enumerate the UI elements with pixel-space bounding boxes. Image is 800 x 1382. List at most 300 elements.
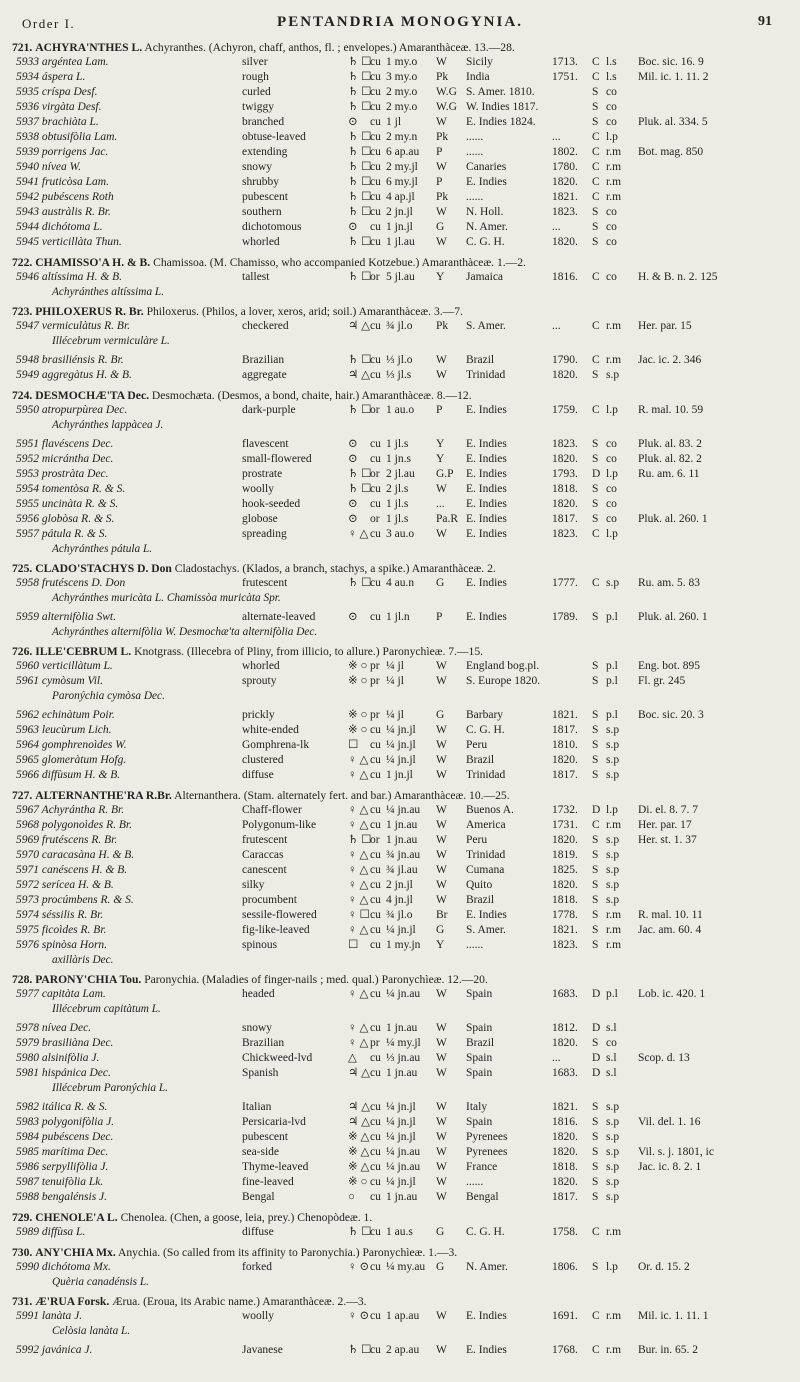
species-cell: Pk xyxy=(436,71,449,83)
genus-section xyxy=(12,561,788,605)
species-cell: S xyxy=(592,924,599,936)
genus-section xyxy=(12,644,788,703)
species-cell: E. Indies 1824. xyxy=(466,116,536,128)
species-cell: E. Indies xyxy=(466,1344,507,1356)
species-cell: E. Indies xyxy=(466,438,507,450)
species-cell: W xyxy=(436,206,447,218)
species-cell: obtuse-leaved xyxy=(242,131,306,143)
genus-description: Chenolea. (Chen, a goose, leia, prey.) Chenopòdeæ. 1. xyxy=(120,1211,373,1224)
species-cell: S. Amer. xyxy=(466,320,506,332)
species-row xyxy=(12,1115,788,1130)
species-cell: ¼ jn.au xyxy=(386,1161,421,1173)
species-cell: Buenos A. xyxy=(466,804,514,816)
species-cell: ※ △ xyxy=(348,1131,370,1143)
species-row xyxy=(12,497,788,512)
species-cell: Scop. d. 13 xyxy=(638,1052,690,1064)
species-row xyxy=(12,190,788,205)
species-cell: S xyxy=(592,724,599,736)
species-cell: ⅓ jl.s xyxy=(386,369,412,381)
species-cell: 1818. xyxy=(552,483,578,495)
synonym-line: axillàris Dec. xyxy=(52,954,114,966)
species-cell: co xyxy=(606,116,617,128)
species-cell: Pluk. al. 260. 1 xyxy=(638,513,708,525)
species-cell: cu xyxy=(370,909,381,921)
species-cell: 5967 Achyrántha R. Br. xyxy=(16,804,125,816)
genus-heading xyxy=(12,1210,788,1225)
species-cell: ¼ jn.jl xyxy=(386,924,416,936)
species-row xyxy=(12,235,788,250)
species-cell: Spain xyxy=(466,1022,493,1034)
species-cell: W xyxy=(436,236,447,248)
species-cell: S xyxy=(592,483,599,495)
species-cell: cu xyxy=(370,1344,381,1356)
species-cell: 1 jn.jl xyxy=(386,221,413,233)
species-cell: ♀ △ xyxy=(348,1022,369,1034)
species-cell: S xyxy=(592,1176,599,1188)
genus-name: DESMOCHÆ'TA Dec. xyxy=(35,389,149,402)
species-cell: cu xyxy=(370,611,381,623)
species-cell: spinous xyxy=(242,939,278,951)
species-cell: 1820. xyxy=(552,453,578,465)
species-row xyxy=(12,938,788,953)
genus-description: Ærua. (Eroua, its Arabic name.) Amaranthàceæ. 2.—3. xyxy=(112,1295,367,1308)
species-cell: ※ ○ xyxy=(348,724,368,736)
species-cell: W xyxy=(436,894,447,906)
species-cell: 5976 spinòsa Horn. xyxy=(16,939,108,951)
species-cell: cu xyxy=(370,1052,381,1064)
species-cell: 1823. xyxy=(552,939,578,951)
species-cell: C xyxy=(592,71,600,83)
species-cell: 1777. xyxy=(552,577,578,589)
species-cell: E. Indies xyxy=(466,468,507,480)
species-cell: Sicily xyxy=(466,56,493,68)
synonym-line: Achyránthes muricàta L. Chamissòa muricàta Spr. xyxy=(52,592,281,604)
species-cell: Brazil xyxy=(466,754,495,766)
species-cell: ♀ △ xyxy=(348,988,369,1000)
species-cell: 5979 brasiliàna Dec. xyxy=(16,1037,114,1049)
species-cell: cu xyxy=(370,1067,381,1079)
species-cell: E. Indies xyxy=(466,453,507,465)
species-cell: s.l xyxy=(606,1022,617,1034)
species-cell: frutescent xyxy=(242,577,288,589)
species-cell: Jac. ic. 2. 346 xyxy=(638,354,702,366)
species-row xyxy=(12,818,788,833)
species-cell: Spain xyxy=(466,988,493,1000)
page-title: PENTANDRIA MONOGYNIA. xyxy=(277,14,523,30)
species-cell: r.m xyxy=(606,320,622,332)
species-cell: ♄ ☐ xyxy=(348,191,372,203)
species-cell: 5985 marítima Dec. xyxy=(16,1146,109,1158)
species-cell: ¼ my.jl xyxy=(386,1037,421,1049)
species-cell: 5983 polygonifòlia J. xyxy=(16,1116,115,1128)
species-cell: 5981 hispánica Dec. xyxy=(16,1067,111,1079)
species-cell: s.p xyxy=(606,1191,620,1203)
species-cell: 5990 dichótoma Mx. xyxy=(16,1261,111,1273)
species-cell: co xyxy=(606,513,617,525)
species-cell: Spanish xyxy=(242,1067,279,1079)
species-cell: ...... xyxy=(466,131,484,143)
species-cell: S xyxy=(592,438,599,450)
species-cell: 5968 polygonoìdes R. Br. xyxy=(16,819,132,831)
species-cell: W xyxy=(436,1022,447,1034)
species-cell: pr xyxy=(370,709,380,721)
species-cell: ♃ △ xyxy=(348,1116,371,1128)
species-cell: W xyxy=(436,1052,447,1064)
species-cell: cu xyxy=(370,849,381,861)
species-cell: Mil. ic. 1. 11. 1 xyxy=(638,1310,709,1322)
synonym-line: Illécebrum Paronýchia L. xyxy=(52,1082,168,1094)
species-cell: s.p xyxy=(606,1176,620,1188)
species-cell: 1820. xyxy=(552,754,578,766)
species-cell: Pk xyxy=(436,320,449,332)
species-row xyxy=(12,659,788,674)
species-cell: Spain xyxy=(466,1067,493,1079)
species-cell: 5951 flavéscens Dec. xyxy=(16,438,114,450)
species-cell: tallest xyxy=(242,271,270,283)
species-cell: 5937 brachiàta L. xyxy=(16,116,99,128)
species-cell: ♃ △ xyxy=(348,1067,371,1079)
synonym-line: Illécebrum vermiculàre L. xyxy=(52,335,170,347)
species-cell: 5941 fruticòsa Lam. xyxy=(16,176,109,188)
species-cell: ♀ △ xyxy=(348,879,369,891)
genus-heading xyxy=(12,40,788,55)
genus-section xyxy=(12,708,788,783)
species-cell: sprouty xyxy=(242,675,277,687)
species-row xyxy=(12,85,788,100)
species-row xyxy=(12,1225,788,1240)
species-cell: 1 my.jn xyxy=(386,939,421,951)
genus-name: PHILOXERUS R. Br. xyxy=(35,305,144,318)
species-cell: prostrate xyxy=(242,468,283,480)
species-cell: Spain xyxy=(466,1116,493,1128)
species-cell: W xyxy=(436,1344,447,1356)
species-cell: ¾ jn.au xyxy=(386,849,421,861)
species-cell: G xyxy=(436,1226,445,1238)
species-cell: 4 ap.jl xyxy=(386,191,415,203)
genus-number: 728. xyxy=(12,973,33,986)
species-cell: ♀ △ xyxy=(348,754,369,766)
species-cell: branched xyxy=(242,116,285,128)
species-cell: cu xyxy=(370,101,381,113)
species-cell: ※ ○ xyxy=(348,675,368,687)
species-cell: Fl. gr. 245 xyxy=(638,675,686,687)
species-row xyxy=(12,1051,788,1066)
species-row xyxy=(12,1309,788,1324)
species-cell: 5959 alternifòlia Swt. xyxy=(16,611,116,623)
species-cell: 5945 verticillàta Thun. xyxy=(16,236,122,248)
species-cell: Pk xyxy=(436,131,449,143)
species-cell: 1778. xyxy=(552,909,578,921)
species-cell: 1759. xyxy=(552,404,578,416)
species-cell: 5943 austràlis R. Br. xyxy=(16,206,111,218)
species-row xyxy=(12,1190,788,1205)
species-cell: 4 jn.jl xyxy=(386,894,413,906)
species-cell: ♄ ☐ xyxy=(348,56,372,68)
genus-number: 729. xyxy=(12,1211,33,1224)
species-cell: 1816. xyxy=(552,1116,578,1128)
species-cell: W xyxy=(436,161,447,173)
species-cell: W. Indies 1817. xyxy=(466,101,539,113)
species-cell: Her. st. 1. 37 xyxy=(638,834,697,846)
species-cell: Persicaria-lvd xyxy=(242,1116,306,1128)
species-cell: 5975 ficoìdes R. Br. xyxy=(16,924,107,936)
species-cell: ♀ △ xyxy=(348,819,369,831)
species-cell: 2 my.n xyxy=(386,131,418,143)
species-cell: small-flowered xyxy=(242,453,312,465)
species-cell: cu xyxy=(370,1176,381,1188)
species-cell: S xyxy=(592,1116,599,1128)
species-cell: s.p xyxy=(606,577,620,589)
genus-section xyxy=(12,1343,788,1358)
species-cell: r.m xyxy=(606,1310,622,1322)
species-cell: S xyxy=(592,86,599,98)
species-cell: 1 au.s xyxy=(386,1226,413,1238)
species-cell: Pyrenees xyxy=(466,1146,508,1158)
species-row xyxy=(12,403,788,418)
species-cell: S xyxy=(592,660,599,672)
species-row xyxy=(12,368,788,383)
species-cell: R. mal. 10. 11 xyxy=(638,909,703,921)
species-cell: W xyxy=(436,1067,447,1079)
species-cell: Barbary xyxy=(466,709,504,721)
species-cell: Javanese xyxy=(242,1344,283,1356)
species-cell: white-ended xyxy=(242,724,299,736)
genus-name: ALTERNANTHE'RA R.Br. xyxy=(35,789,172,802)
species-cell: southern xyxy=(242,206,282,218)
species-cell: cu xyxy=(370,819,381,831)
species-cell: 5961 cymòsum Vil. xyxy=(16,675,103,687)
species-cell: s.p xyxy=(606,724,620,736)
species-row xyxy=(12,205,788,220)
species-cell: cu xyxy=(370,1191,381,1203)
species-cell: cu xyxy=(370,1131,381,1143)
species-cell: C xyxy=(592,819,600,831)
species-cell: cu xyxy=(370,438,381,450)
species-cell: S xyxy=(592,221,599,233)
species-cell: ¼ jn.jl xyxy=(386,1101,416,1113)
genus-name: Æ'RUA Forsk. xyxy=(35,1295,110,1308)
species-cell: 5992 javánica J. xyxy=(16,1344,93,1356)
species-cell: C xyxy=(592,271,600,283)
species-cell: cu xyxy=(370,724,381,736)
species-row xyxy=(12,100,788,115)
species-cell: Chaff-flower xyxy=(242,804,302,816)
species-cell: p.l xyxy=(606,611,618,623)
species-cell: ♄ ☐ xyxy=(348,161,372,173)
species-cell: co xyxy=(606,483,617,495)
species-cell: 5 jl.au xyxy=(386,271,415,283)
species-row xyxy=(12,512,788,527)
species-cell: Bot. mag. 850 xyxy=(638,146,704,158)
species-cell: 5953 prostràta Dec. xyxy=(16,468,109,480)
species-cell: ... xyxy=(552,320,561,332)
species-row xyxy=(12,145,788,160)
species-cell: S xyxy=(592,1191,599,1203)
species-cell: 2 jn.jl xyxy=(386,879,413,891)
species-cell: globose xyxy=(242,513,278,525)
species-row xyxy=(12,353,788,368)
species-cell: 5970 caracasàna H. & B. xyxy=(16,849,135,861)
species-cell: whorled xyxy=(242,236,280,248)
species-row xyxy=(12,738,788,753)
species-cell: P xyxy=(436,404,443,416)
species-cell: 5944 dichótoma L. xyxy=(16,221,103,233)
species-cell: ♄ ☐ xyxy=(348,206,372,218)
species-cell: ⊙ xyxy=(348,611,358,623)
species-cell: 5984 pubéscens Dec. xyxy=(16,1131,114,1143)
genus-heading xyxy=(12,304,788,319)
species-cell: cu xyxy=(370,453,381,465)
genus-number: 726. xyxy=(12,645,33,658)
species-cell: 5972 serícea H. & B. xyxy=(16,879,114,891)
species-cell: 2 ap.au xyxy=(386,1344,420,1356)
species-cell: 5940 nívea W. xyxy=(16,161,82,173)
synonym-line: Achyránthes pátula L. xyxy=(52,543,153,555)
genus-number: 721. xyxy=(12,41,33,54)
species-cell: ...... xyxy=(466,1176,484,1188)
species-row xyxy=(12,452,788,467)
species-cell: 1 jl.s xyxy=(386,498,409,510)
species-cell: C xyxy=(592,528,600,540)
genus-number: 730. xyxy=(12,1246,33,1259)
species-cell: 5938 obtusifòlia Lam. xyxy=(16,131,118,143)
species-cell: Spain xyxy=(466,1052,493,1064)
species-cell: ♄ ☐ xyxy=(348,71,372,83)
species-cell: cu xyxy=(370,924,381,936)
species-cell: 1817. xyxy=(552,769,578,781)
species-cell: 5991 lanàta J. xyxy=(16,1310,83,1322)
species-cell: silver xyxy=(242,56,268,68)
species-cell: 5950 atropurpùrea Dec. xyxy=(16,404,128,416)
species-cell: N. Amer. xyxy=(466,221,508,233)
genus-heading xyxy=(12,1294,788,1309)
genus-section xyxy=(12,972,788,1016)
species-row xyxy=(12,1145,788,1160)
species-cell: cu xyxy=(370,56,381,68)
species-cell: 5946 altíssima H. & B. xyxy=(16,271,123,283)
species-cell: procumbent xyxy=(242,894,297,906)
species-cell: 1 jl.s xyxy=(386,438,409,450)
species-cell: ※ △ xyxy=(348,1146,370,1158)
species-cell: canescent xyxy=(242,864,287,876)
species-cell: 1 jl.s xyxy=(386,513,409,525)
species-cell: ⊙ xyxy=(348,116,358,128)
species-cell: C xyxy=(592,56,600,68)
species-cell: W xyxy=(436,819,447,831)
species-row xyxy=(12,527,788,542)
genus-section xyxy=(12,610,788,639)
species-cell: W xyxy=(436,849,447,861)
species-cell: 1810. xyxy=(552,739,578,751)
species-cell: 1758. xyxy=(552,1226,578,1238)
species-cell: 1802. xyxy=(552,146,578,158)
species-cell: clustered xyxy=(242,754,284,766)
species-cell: E. Indies xyxy=(466,483,507,495)
species-cell: Trinidad xyxy=(466,849,506,861)
species-cell: s.l xyxy=(606,1067,617,1079)
genus-number: 725. xyxy=(12,562,33,575)
species-cell: ☐ xyxy=(348,939,359,951)
species-cell: 1 jl.au xyxy=(386,236,415,248)
species-cell: headed xyxy=(242,988,275,1000)
species-cell: r.m xyxy=(606,354,622,366)
genus-heading xyxy=(12,561,788,576)
species-cell: 5963 leucùrum Lich. xyxy=(16,724,112,736)
species-cell: 5989 diffùsa L. xyxy=(16,1226,86,1238)
genus-section xyxy=(12,353,788,383)
species-cell: r.m xyxy=(606,924,622,936)
species-row xyxy=(12,576,788,591)
species-cell: cu xyxy=(370,1101,381,1113)
species-cell: ♀ △ xyxy=(348,849,369,861)
species-cell: Vil. del. 1. 16 xyxy=(638,1116,701,1128)
species-cell: ♄ ☐ xyxy=(348,86,372,98)
species-row xyxy=(12,878,788,893)
species-row xyxy=(12,1175,788,1190)
species-cell: ... xyxy=(436,498,445,510)
order-label: Order I. xyxy=(22,16,76,31)
species-row xyxy=(12,437,788,452)
species-row xyxy=(12,1160,788,1175)
genus-description: Desmochæta. (Desmos, a bond, chaite, hair.) Amaranthàceæ. 8.—12. xyxy=(151,389,472,402)
species-cell: 5933 argéntea Lam. xyxy=(16,56,109,68)
species-cell: ♄ ☐ xyxy=(348,834,372,846)
species-cell: Jac. am. 60. 4 xyxy=(638,924,702,936)
species-cell: l.p xyxy=(606,1261,618,1273)
species-row xyxy=(12,863,788,878)
species-row xyxy=(12,674,788,689)
species-cell: W xyxy=(436,528,447,540)
species-cell: 5974 séssilis R. Br. xyxy=(16,909,104,921)
species-cell: s.p xyxy=(606,849,620,861)
species-cell: cu xyxy=(370,1310,381,1322)
species-cell: ⊙ xyxy=(348,498,358,510)
species-cell: ○ xyxy=(348,1191,355,1203)
species-cell: C xyxy=(592,1310,600,1322)
species-cell: △ xyxy=(348,1052,357,1064)
species-cell: 1 jn.au xyxy=(386,1067,418,1079)
genus-section xyxy=(12,1294,788,1338)
species-cell: 5978 nívea Dec. xyxy=(16,1022,92,1034)
species-cell: E. Indies xyxy=(466,498,507,510)
species-cell: 2 jl.au xyxy=(386,468,415,480)
species-row xyxy=(12,610,788,625)
species-cell: l.p xyxy=(606,804,618,816)
species-cell: Y xyxy=(436,453,445,465)
species-cell: Cumana xyxy=(466,864,505,876)
species-cell: 5982 itálica R. & S. xyxy=(16,1101,108,1113)
species-cell: E. Indies xyxy=(466,404,507,416)
species-cell: 1817. xyxy=(552,724,578,736)
species-cell: ♄ ☐ xyxy=(348,131,372,143)
species-cell: cu xyxy=(370,221,381,233)
species-cell: sea-side xyxy=(242,1146,280,1158)
species-cell: Peru xyxy=(466,834,488,846)
species-cell: Pa.R xyxy=(436,513,459,525)
species-cell: S xyxy=(592,206,599,218)
species-cell: C xyxy=(592,161,600,173)
genus-heading xyxy=(12,255,788,270)
species-cell: rough xyxy=(242,71,269,83)
species-cell: ⊙ xyxy=(348,453,358,465)
species-cell: s.p xyxy=(606,894,620,906)
species-cell: W xyxy=(436,354,447,366)
genus-name: CHAMISSO'A H. & B. xyxy=(35,256,151,269)
species-cell: ¼ jn.au xyxy=(386,804,421,816)
genus-list xyxy=(12,40,788,1363)
species-row xyxy=(12,270,788,285)
species-cell: p.l xyxy=(606,709,618,721)
